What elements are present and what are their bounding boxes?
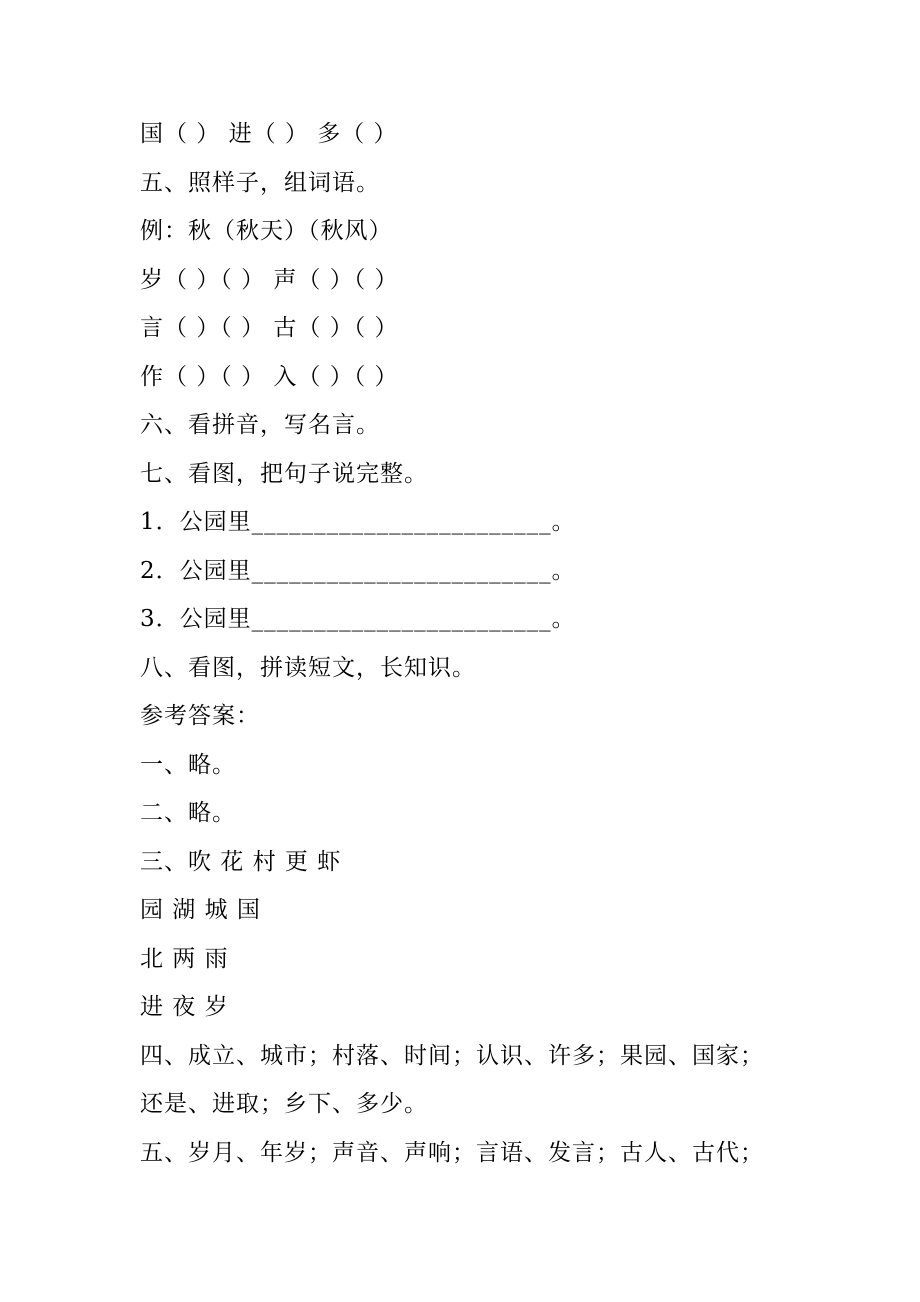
answer-line: 北 两 雨 [140, 945, 229, 972]
answer-line: 二、略。 [140, 800, 236, 826]
text-line: 国（ ） 进（ ） 多（ ） [140, 121, 398, 147]
section-heading: 八、看图，拼读短文，长知识。 [140, 654, 476, 681]
answer-line: 进 夜 岁 [140, 994, 229, 1020]
exercise-line: 作（ ）（ ） 入（ ）（ ） [140, 363, 399, 390]
answer-line: 三、吹 花 村 更 虾 [140, 848, 342, 875]
exercise-line: 言（ ）（ ） 古（ ）（ ） [140, 315, 399, 341]
answer-line: 一、略。 [140, 751, 236, 778]
section-heading: 七、看图，把句子说完整。 [140, 460, 428, 487]
document-page [140, 110, 800, 1177]
sentence-blank: 2．公园里________________________。 [140, 557, 576, 584]
sentence-blank: 3．公园里________________________。 [140, 606, 576, 632]
example-line: 例：秋（秋天）（秋风） [140, 218, 393, 244]
section-heading: 五、照样子，组词语。 [140, 169, 380, 196]
sentence-blank: 1．公园里________________________。 [140, 509, 576, 535]
answer-line: 园 湖 城 国 [140, 897, 261, 923]
exercise-line: 岁（ ）（ ） 声（ ）（ ） [140, 266, 399, 293]
answers-heading: 参考答案： [140, 703, 260, 729]
answer-line: 五、岁月、年岁；声音、声响；言语、发言；古人、古代； [140, 1139, 764, 1166]
answer-line: 还是、进取；乡下、多少。 [140, 1091, 428, 1117]
answer-line: 四、成立、城市；村落、时间；认识、许多；果园、国家； [140, 1042, 764, 1069]
section-heading: 六、看拼音，写名言。 [140, 412, 380, 438]
